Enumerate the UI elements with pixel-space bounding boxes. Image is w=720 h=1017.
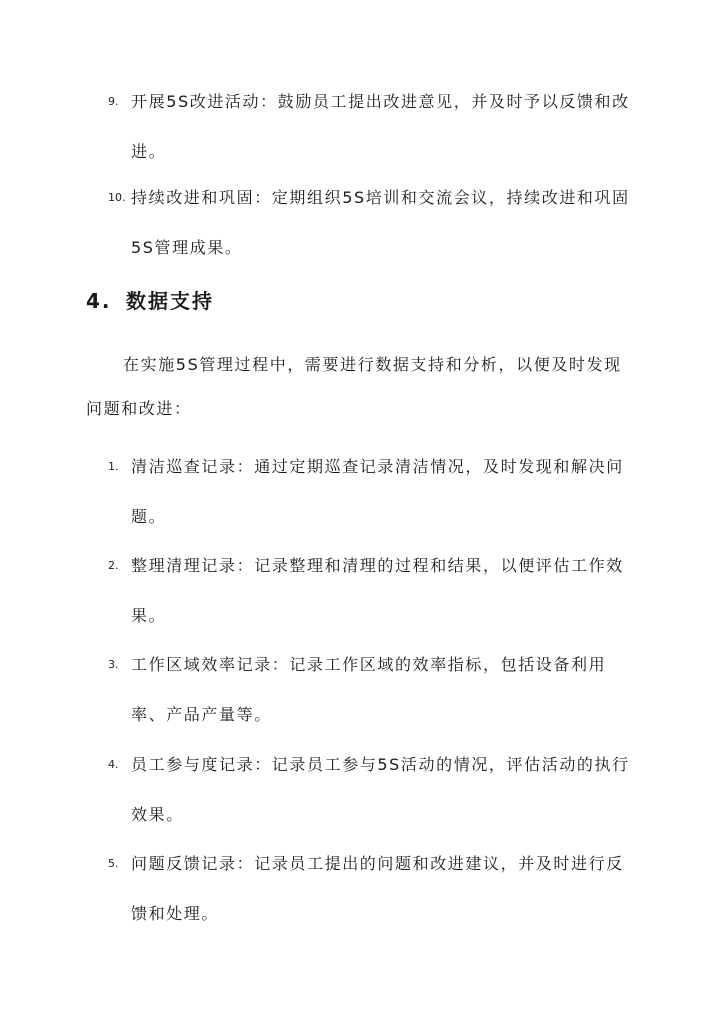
section-heading [86, 286, 214, 316]
list-item-text: 问题反馈记录：记录员工提出的问题和改进建议，并及时进行反馈和处理。 [131, 854, 624, 923]
list-item-number: 10. [108, 191, 126, 204]
list-item-text: 整理清理记录：记录整理和清理的过程和结果，以便评估工作效果。 [131, 556, 624, 625]
section-intro: 在实施5S管理过程中，需要进行数据支持和分析，以便及时发现问题和改进： [86, 355, 622, 418]
list-item-text: 开展5S改进活动：鼓励员工提出改进意见，并及时予以反馈和改进。 [131, 92, 630, 161]
section-number: 4. [86, 289, 112, 313]
list-item-number: 3. [108, 658, 119, 671]
list-item-number: 1. [108, 460, 119, 473]
list-item-number: 5. [108, 857, 119, 870]
section-title: 数据支持 [126, 289, 214, 313]
list-item-text: 清洁巡查记录：通过定期巡查记录清洁情况，及时发现和解决问题。 [131, 457, 624, 526]
list-item-number: 4. [108, 758, 119, 771]
list-item-text: 工作区域效率记录：记录工作区域的效率指标，包括设备利用率、产品产量等。 [131, 655, 607, 724]
list-item-number: 9. [108, 95, 119, 108]
list-item-text: 员工参与度记录：记录员工参与5S活动的情况，评估活动的执行效果。 [131, 755, 630, 824]
list-item-number: 2. [108, 559, 119, 572]
list-item-text: 持续改进和巩固：定期组织5S培训和交流会议，持续改进和巩固5S管理成果。 [131, 188, 630, 257]
